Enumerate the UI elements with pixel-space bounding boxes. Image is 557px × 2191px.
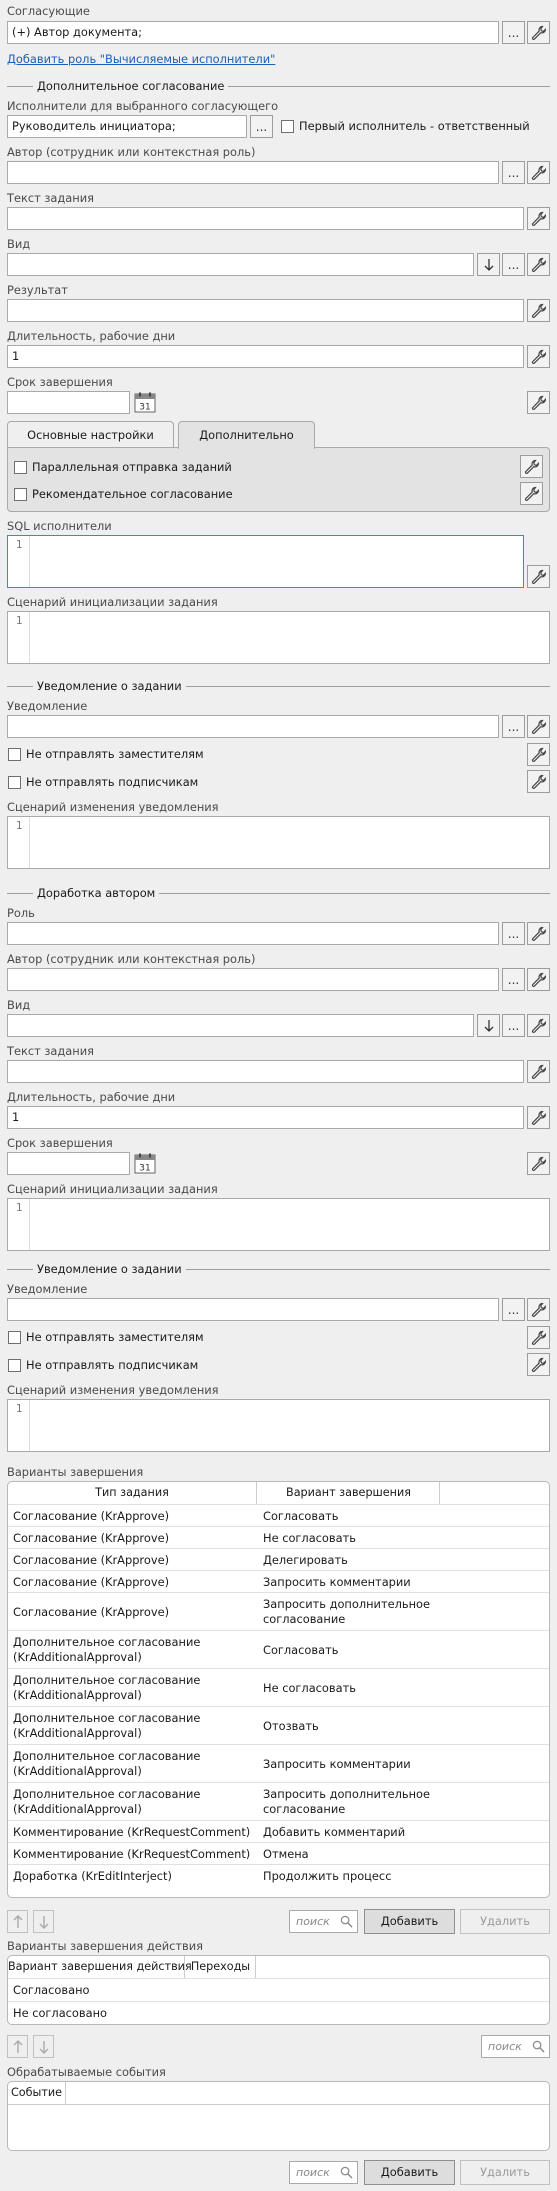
search-icon (340, 2166, 353, 2179)
parallel-checkbox[interactable] (14, 461, 27, 474)
ellipsis-icon: ... (507, 926, 520, 941)
table-row[interactable] (8, 1504, 549, 1526)
table-row[interactable] (8, 2001, 549, 2024)
events-table[interactable] (7, 2081, 550, 2151)
line-number: 1 (16, 615, 23, 627)
wrench-icon (531, 926, 547, 942)
result-settings-button[interactable] (527, 299, 550, 322)
ellipsis-icon: ... (255, 119, 268, 134)
rework-notification-script-editor[interactable] (7, 1399, 550, 1452)
action-move-down-button[interactable] (33, 2035, 54, 2058)
table-row[interactable] (8, 1630, 549, 1668)
action-completion-table[interactable] (7, 1955, 550, 2025)
search-placeholder: поиск (296, 1915, 330, 1928)
advisory-label: Рекомендательное согласование (32, 487, 233, 501)
table-row[interactable] (8, 1526, 549, 1548)
first-responsible-checkbox[interactable] (281, 120, 294, 133)
rework-no-deputies-settings-button[interactable] (527, 1326, 550, 1349)
cell-task-type: Согласование (KrApprove) (13, 1574, 170, 1589)
wrench-icon (531, 303, 547, 319)
cell-action-option: Не согласовано (13, 2006, 108, 2020)
events-add-button[interactable]: Добавить (364, 2160, 455, 2185)
ellipsis-icon: ... (507, 257, 520, 272)
wrench-icon (531, 1156, 547, 1172)
cell-completion-option: Запросить комментарии (263, 1574, 411, 1589)
cell-task-type: Комментирование (KrRequestComment) (13, 1846, 251, 1861)
author-field[interactable] (7, 161, 499, 184)
kind-settings-button[interactable] (527, 253, 550, 276)
cell-task-type: Согласование (KrApprove) (13, 1530, 170, 1545)
no-subscribers-settings-button[interactable] (527, 770, 550, 793)
wrench-icon (531, 719, 547, 735)
wrench-icon (531, 774, 547, 790)
no-deputies-settings-button[interactable] (527, 743, 550, 766)
rework-author-settings-button[interactable] (527, 968, 550, 991)
ellipsis-icon: ... (507, 719, 520, 734)
cell-task-type: Согласование (KrApprove) (13, 1508, 170, 1523)
kind-select-button[interactable] (502, 253, 525, 276)
notification-section: Уведомление о задании (7, 679, 550, 693)
tab-panel (7, 447, 550, 512)
no-deputies-label: Не отправлять заместителям (26, 747, 204, 761)
rework-notification-field[interactable] (7, 1298, 499, 1321)
table-row[interactable] (8, 1668, 549, 1706)
calendar-icon[interactable] (134, 1153, 156, 1177)
arrow-down-icon (481, 257, 497, 273)
cell-task-type: Дополнительное согласование (KrAdditionalApproval) (13, 1787, 201, 1816)
rework-no-subscribers-checkbox[interactable] (8, 1359, 21, 1372)
no-deputies-checkbox[interactable] (8, 748, 21, 761)
table-row[interactable] (8, 1782, 549, 1820)
ellipsis-icon: ... (507, 972, 520, 987)
column-header-completion-option[interactable]: Вариант завершения (258, 1482, 440, 1504)
events-label: Обрабатываемые события (7, 2065, 166, 2079)
wrench-icon (531, 1018, 547, 1034)
cell-completion-option: Запросить дополнительное согласование (263, 1597, 431, 1626)
kind-label: Вид (7, 237, 31, 251)
rework-author-field[interactable] (7, 968, 499, 991)
rework-role-select-button[interactable] (502, 922, 525, 945)
table-row[interactable] (8, 1842, 549, 1864)
cell-task-type: Дополнительное согласование (KrAdditionalApproval) (13, 1711, 201, 1740)
table-row[interactable] (8, 1570, 549, 1592)
rework-duration-label: Длительность, рабочие дни (7, 1090, 176, 1104)
notification-settings-button[interactable] (527, 715, 550, 738)
rework-task-text-settings-button[interactable] (527, 1060, 550, 1083)
column-header-action-option[interactable]: Вариант завершения действия (8, 1956, 185, 1978)
line-number: 1 (16, 1202, 23, 1214)
rework-notification-label: Уведомление (7, 1282, 88, 1296)
table-row[interactable] (8, 1548, 549, 1570)
table-row[interactable] (8, 1592, 549, 1630)
approvers-select-button[interactable] (502, 21, 525, 44)
no-subscribers-checkbox[interactable] (8, 776, 21, 789)
cell-completion-option: Согласовать (263, 1508, 339, 1523)
parallel-settings-button[interactable] (520, 455, 543, 478)
svg-text:31: 31 (139, 1163, 151, 1174)
move-up-button[interactable] (7, 1910, 28, 1933)
rework-notification-settings-button[interactable] (527, 1298, 550, 1321)
column-header-event[interactable]: Событие (8, 2082, 66, 2104)
notification-field[interactable] (7, 715, 499, 738)
cell-task-type: Согласование (KrApprove) (13, 1552, 170, 1567)
table-row[interactable] (8, 1978, 549, 2001)
task-text-settings-button[interactable] (527, 207, 550, 230)
notification-script-editor[interactable] (7, 816, 550, 869)
tab-additional[interactable]: Дополнительно (178, 421, 315, 449)
rework-author-select-button[interactable] (502, 968, 525, 991)
wrench-icon (531, 1110, 547, 1126)
rework-role-settings-button[interactable] (527, 922, 550, 945)
duration-label: Длительность, рабочие дни (7, 329, 176, 343)
duration-field[interactable]: 1 (7, 345, 524, 368)
approvers-settings-button[interactable] (527, 21, 550, 44)
sql-editor[interactable] (7, 535, 524, 588)
completion-delete-button[interactable]: Удалить (460, 1909, 550, 1934)
cell-task-type: Дополнительное согласование (KrAdditionalApproval) (13, 1635, 201, 1664)
table-row[interactable] (8, 1864, 549, 1886)
due-label: Срок завершения (7, 375, 113, 389)
events-search-input[interactable] (289, 2161, 358, 2184)
line-number: 1 (16, 1403, 23, 1415)
rework-kind-dropdown-button[interactable] (477, 1014, 500, 1037)
wrench-icon (531, 1357, 547, 1373)
wrench-icon (531, 165, 547, 181)
calendar-icon (134, 1153, 156, 1174)
approvers-label: Согласующие (7, 4, 90, 18)
cell-task-type: Доработка (KrEditInterject) (13, 1868, 172, 1883)
notification-script-label: Сценарий изменения уведомления (7, 800, 219, 814)
calendar-icon (134, 392, 156, 413)
rework-notification-select-button[interactable] (502, 1298, 525, 1321)
move-down-icon (36, 2039, 52, 2055)
completion-search-input[interactable] (289, 1910, 358, 1933)
wrench-icon (531, 211, 547, 227)
completion-add-button[interactable]: Добавить (364, 1909, 455, 1934)
arrow-down-icon (481, 1018, 497, 1034)
wrench-icon (531, 349, 547, 365)
kind-field[interactable] (7, 253, 474, 276)
rework-section: Доработка автором (7, 886, 550, 900)
search-placeholder: поиск (488, 2040, 522, 2053)
cell-completion-option: Не согласовать (263, 1680, 356, 1695)
action-completion-label: Варианты завершения действия (7, 1939, 203, 1953)
sql-label: SQL исполнители (7, 519, 112, 533)
ellipsis-icon: ... (507, 25, 520, 40)
wrench-icon (531, 257, 547, 273)
rework-due-settings-button[interactable] (527, 1152, 550, 1175)
task-text-label: Текст задания (7, 191, 94, 205)
wrench-icon (531, 972, 547, 988)
rework-init-script-label: Сценарий инициализации задания (7, 1182, 218, 1196)
rework-due-date-field[interactable] (7, 1152, 130, 1175)
performers-label: Исполнители для выбранного согласующего (7, 99, 279, 113)
rework-kind-select-button[interactable] (502, 1014, 525, 1037)
cell-completion-option: Продолжить процесс (263, 1868, 392, 1883)
advisory-settings-button[interactable] (520, 482, 543, 505)
events-delete-button[interactable]: Удалить (460, 2160, 550, 2185)
move-up-icon (10, 1914, 26, 1930)
action-move-up-button[interactable] (7, 2035, 28, 2058)
rework-no-deputies-checkbox[interactable] (8, 1331, 21, 1344)
rework-no-subscribers-label: Не отправлять подписчикам (26, 1358, 199, 1372)
ellipsis-icon: ... (507, 1018, 520, 1033)
table-row[interactable] (8, 1706, 549, 1744)
cell-completion-option: Делегировать (263, 1552, 348, 1567)
move-down-icon (36, 1914, 52, 1930)
rework-kind-label: Вид (7, 998, 31, 1012)
ellipsis-icon: ... (507, 1302, 520, 1317)
move-up-icon (10, 2039, 26, 2055)
rework-notification-script-label: Сценарий изменения уведомления (7, 1383, 219, 1397)
due-date-field[interactable] (7, 391, 130, 414)
rework-task-text-label: Текст задания (7, 1044, 94, 1058)
rework-task-text-field[interactable] (7, 1060, 524, 1083)
calendar-icon[interactable] (134, 392, 156, 416)
cell-completion-option: Отозвать (263, 1718, 319, 1733)
approvers-field[interactable]: (+) Автор документа; (7, 21, 499, 44)
sql-settings-button[interactable] (527, 565, 550, 588)
notification-label: Уведомление (7, 699, 88, 713)
wrench-icon (524, 486, 540, 502)
search-placeholder: поиск (296, 2166, 330, 2179)
svg-text:31: 31 (139, 402, 151, 413)
init-script-label: Сценарий инициализации задания (7, 595, 218, 609)
move-down-button[interactable] (33, 1910, 54, 1933)
task-text-field[interactable] (7, 207, 524, 230)
cell-task-type: Комментирование (KrRequestComment) (13, 1824, 251, 1839)
line-number: 1 (16, 539, 23, 551)
ellipsis-icon: ... (507, 165, 520, 180)
notification-select-button[interactable] (502, 715, 525, 738)
no-subscribers-label: Не отправлять подписчикам (26, 775, 199, 789)
rework-due-label: Срок завершения (7, 1136, 113, 1150)
cell-task-type: Согласование (KrApprove) (13, 1604, 170, 1619)
cell-task-type: Дополнительное согласование (KrAdditionalApproval) (13, 1749, 201, 1778)
cell-completion-option: Не согласовать (263, 1530, 356, 1545)
cell-completion-option: Добавить комментарий (263, 1824, 406, 1839)
rework-notification-section: Уведомление о задании (7, 1262, 550, 1276)
rework-no-deputies-label: Не отправлять заместителям (26, 1330, 204, 1344)
performers-select-button[interactable] (250, 115, 273, 138)
tab-main-settings[interactable]: Основные настройки (7, 421, 174, 448)
rework-kind-field[interactable] (7, 1014, 474, 1037)
result-field[interactable] (7, 299, 524, 322)
author-select-button[interactable] (502, 161, 525, 184)
rework-duration-field[interactable]: 1 (7, 1106, 524, 1129)
advisory-checkbox[interactable] (14, 488, 27, 501)
search-icon (340, 1915, 353, 1928)
parallel-label: Параллельная отправка заданий (32, 460, 232, 474)
column-header-task-type[interactable]: Тип задания (8, 1482, 257, 1504)
wrench-icon (531, 395, 547, 411)
column-header-transitions[interactable]: Переходы (186, 1956, 256, 1978)
wrench-icon (531, 1302, 547, 1318)
rework-kind-settings-button[interactable] (527, 1014, 550, 1037)
init-script-editor[interactable] (7, 611, 550, 664)
cell-completion-option: Отмена (263, 1846, 309, 1861)
wrench-icon (531, 25, 547, 41)
add-computed-role-link[interactable]: Добавить роль "Вычисляемые исполнители" (7, 52, 276, 66)
completion-options-table[interactable] (7, 1481, 550, 1898)
author-label: Автор (сотрудник или контекстная роль) (7, 145, 256, 159)
cell-completion-option: Согласовать (263, 1642, 339, 1657)
wrench-icon (524, 459, 540, 475)
action-search-input[interactable] (481, 2035, 550, 2058)
duration-settings-button[interactable] (527, 345, 550, 368)
extra-approval-section: Дополнительное согласование (7, 79, 550, 93)
line-number: 1 (16, 820, 23, 832)
wrench-icon (531, 569, 547, 585)
author-settings-button[interactable] (527, 161, 550, 184)
cell-completion-option: Запросить комментарии (263, 1756, 411, 1771)
cell-completion-option: Запросить дополнительное согласование (263, 1787, 431, 1816)
table-row[interactable] (8, 1744, 549, 1782)
completion-options-label: Варианты завершения (7, 1465, 144, 1479)
wrench-icon (531, 747, 547, 763)
cell-action-option: Согласовано (13, 1983, 90, 1997)
due-settings-button[interactable] (527, 391, 550, 414)
rework-init-script-editor[interactable] (7, 1198, 550, 1251)
rework-duration-settings-button[interactable] (527, 1106, 550, 1129)
cell-task-type: Дополнительное согласование (KrAdditionalApproval) (13, 1673, 201, 1702)
rework-role-label: Роль (7, 906, 35, 920)
first-responsible-label: Первый исполнитель - ответственный (299, 119, 530, 133)
result-label: Результат (7, 283, 68, 297)
rework-no-subscribers-settings-button[interactable] (527, 1353, 550, 1376)
wrench-icon (531, 1330, 547, 1346)
search-icon (532, 2040, 545, 2053)
rework-author-label: Автор (сотрудник или контекстная роль) (7, 952, 256, 966)
rework-role-field[interactable] (7, 922, 499, 945)
kind-dropdown-button[interactable] (477, 253, 500, 276)
performers-field[interactable]: Руководитель инициатора; (7, 115, 247, 138)
table-row[interactable] (8, 1820, 549, 1842)
wrench-icon (531, 1064, 547, 1080)
